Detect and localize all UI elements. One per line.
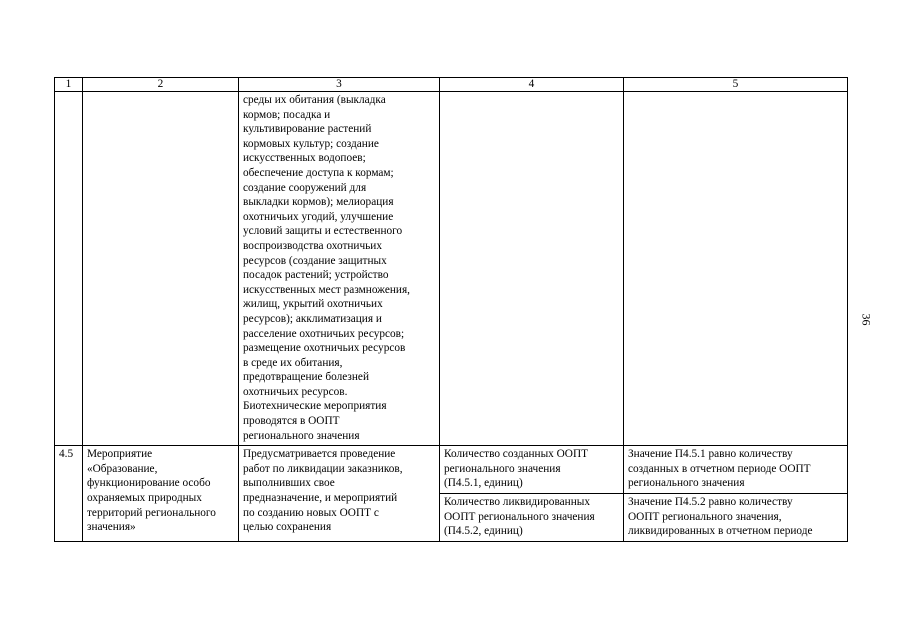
indicator-value-text-1: Значение П4.5.1 равно количеству созданных в отчетном периоде ООПТ регионального значения (628, 448, 811, 490)
continuation-cell-description (239, 92, 440, 446)
indicator-name-text-1: Количество созданных ООПТ регионального значения (П4.5.1, единиц) (444, 448, 589, 490)
header-cell-1: 1 (55, 78, 83, 92)
description-text: Предусматривается проведение работ по ликвидации заказников, выполнивших свое предназначение, и мероприятий по созданию новых ООПТ с целью сохранения (243, 448, 403, 534)
header-cell-5: 5 (624, 78, 848, 92)
row-number: 4.5 (59, 448, 74, 461)
table-row-continuation (55, 92, 848, 446)
indicator-name-cell-2 (440, 494, 624, 542)
indicator-name-cell-1 (440, 446, 624, 494)
indicator-name-text-2: Количество ликвидированных ООПТ регионального значения (П4.5.2, единиц) (444, 496, 595, 538)
event-cell (83, 446, 239, 542)
continuation-cell-indicator (440, 92, 624, 446)
event-text: Мероприятие «Образование, функционирование особо охраняемых природных территорий регионального значения» (87, 448, 216, 534)
table-row-4-5 (55, 446, 848, 494)
description-cell (239, 446, 440, 542)
header-cell-4: 4 (440, 78, 624, 92)
row-number-cell (55, 446, 83, 542)
continuation-cell-number (55, 92, 83, 446)
header-cell-2: 2 (83, 78, 239, 92)
continuation-cell-value (624, 92, 848, 446)
continuation-cell-event (83, 92, 239, 446)
table-header-row (55, 78, 848, 92)
continuation-description-text: среды их обитания (выкладка кормов; посадка и культивирование растений кормовых культур; создание искусственных водопоев; обеспечение доступа к кормам; создание сооружений для выкладки кормов); мелиорация охотничьих угодий, улучшение условий защиты и естественного воспроизводства охотничьих ресурсов (создание защитных посадок растений; устройство искусственных мест размножения, жилищ, укрытий охотничьих ресурсов); акклиматизация и расселение охотничьих ресурсов; размещение охотничьих ресурсов в среде их обитания, предотвращение болезней охотничьих ресурсов. Биотехнические мероприятия проводятся в ООПТ регионального значения (243, 94, 410, 442)
indicator-value-cell-2 (624, 494, 848, 542)
page-number: 36 (859, 313, 874, 326)
indicator-value-cell-1 (624, 446, 848, 494)
header-cell-3: 3 (239, 78, 440, 92)
indicators-table (54, 77, 848, 542)
indicator-value-text-2: Значение П4.5.2 равно количеству ООПТ регионального значения, ликвидированных в отчетном периоде (628, 496, 813, 538)
